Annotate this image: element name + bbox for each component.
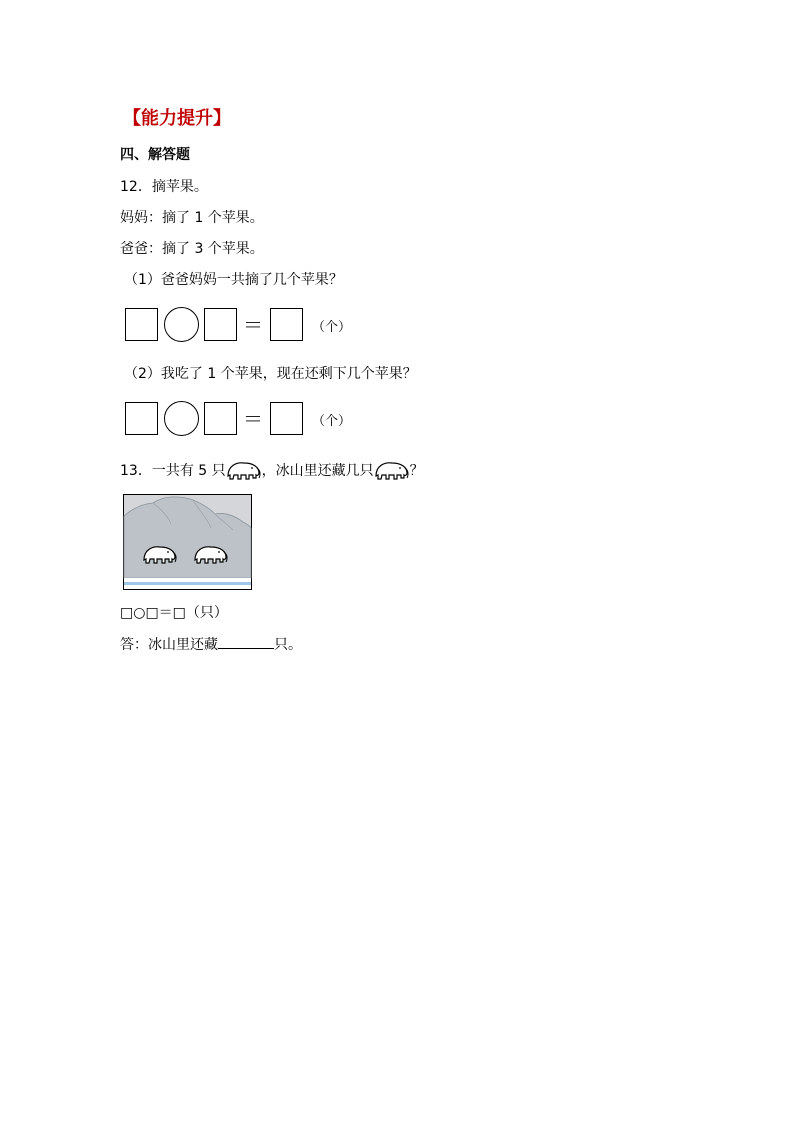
- result-box[interactable]: [270, 402, 303, 435]
- equals-sign: ＝: [243, 407, 263, 431]
- equals-sign: ＝: [243, 313, 263, 337]
- answer-suffix: 只。: [274, 637, 302, 653]
- result-box[interactable]: [270, 308, 303, 341]
- part-title: 四、解答题: [120, 147, 190, 163]
- answer-blank[interactable]: [218, 634, 274, 649]
- unit-label: （个）: [312, 320, 352, 335]
- answer-prefix: 答：冰山里还藏: [120, 637, 218, 653]
- q13-formula: □○□＝□（只）: [120, 605, 228, 621]
- elephant-icon: [226, 460, 262, 482]
- answer-box[interactable]: [204, 308, 237, 341]
- q12-stem: 12．摘苹果。: [120, 179, 208, 195]
- answer-box[interactable]: [125, 308, 158, 341]
- section-title: 【能力提升】: [123, 108, 231, 129]
- iceberg-illustration: [123, 494, 252, 590]
- q13-stem-part1: 13．一共有 5 只: [120, 463, 226, 479]
- answer-box[interactable]: [125, 402, 158, 435]
- operator-circle[interactable]: [164, 401, 199, 436]
- q13-stem: [120, 460, 424, 482]
- q12-dad-line: 爸爸：摘了 3 个苹果。: [120, 241, 264, 257]
- q12-sub2: （2）我吃了 1 个苹果，现在还剩下几个苹果？: [124, 366, 417, 382]
- q12-mom-line: 妈妈：摘了 1 个苹果。: [120, 210, 264, 226]
- answer-box[interactable]: [204, 402, 237, 435]
- q13-stem-part2: ，冰山里还藏几只: [261, 463, 374, 479]
- q13-answer: [120, 634, 302, 654]
- q13-stem-part3: ？: [409, 463, 424, 479]
- operator-circle[interactable]: [164, 307, 199, 342]
- q12-sub1: （1）爸爸妈妈一共摘了几个苹果？: [124, 272, 343, 288]
- elephant-icon: [374, 460, 410, 482]
- unit-label: （个）: [312, 414, 352, 429]
